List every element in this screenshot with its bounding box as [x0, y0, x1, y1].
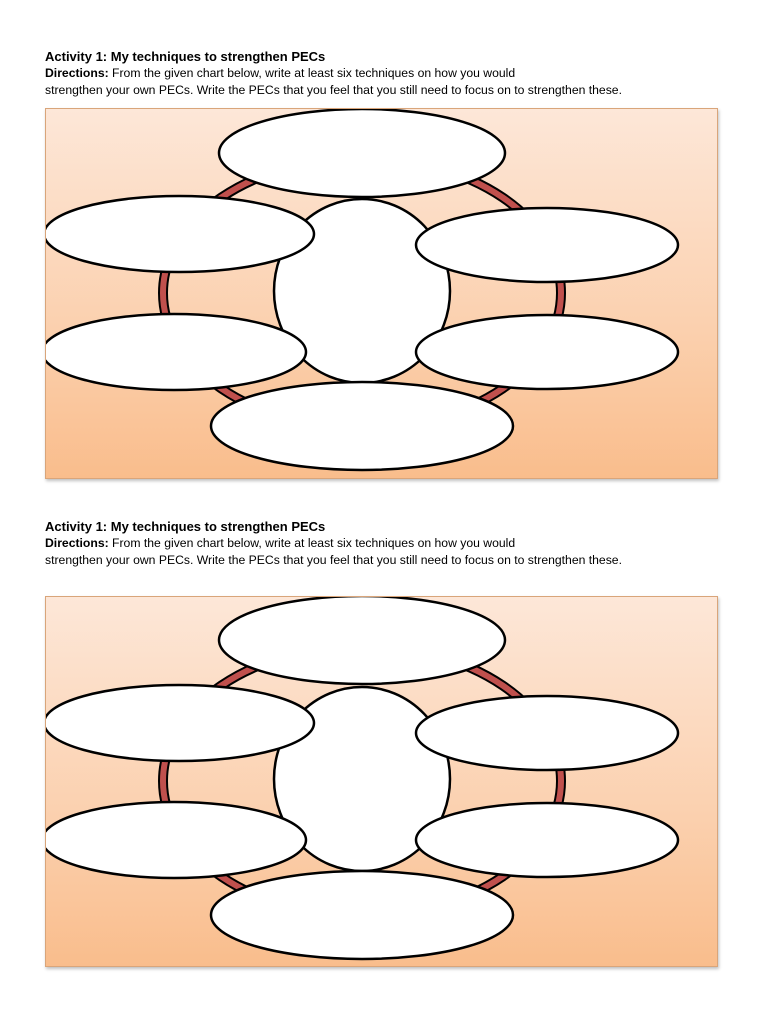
directions-line-1: From the given chart below, write at least six techniques on how you would — [108, 66, 516, 80]
technique-oval-bottom[interactable] — [211, 382, 513, 470]
activity-section-1 — [45, 48, 725, 99]
directions-line-2: strengthen your own PECs. Write the PECs that you feel that you still need to focus on to strengthen these. — [45, 553, 622, 567]
technique-oval-top[interactable] — [219, 109, 505, 197]
technique-oval-upper-right[interactable] — [416, 696, 678, 770]
activity-title: Activity 1: My techniques to strengthen PECs — [45, 49, 326, 64]
diagram-svg — [46, 109, 717, 478]
directions-line-2: strengthen your own PECs. Write the PECs that you feel that you still need to focus on to strengthen these. — [45, 83, 622, 97]
technique-oval-upper-left[interactable] — [46, 196, 314, 272]
directions-text — [45, 535, 725, 569]
technique-oval-bottom[interactable] — [211, 871, 513, 959]
technique-oval-lower-left[interactable] — [46, 314, 306, 390]
diagram-svg — [46, 597, 717, 966]
technique-oval-lower-right[interactable] — [416, 803, 678, 877]
technique-oval-upper-left[interactable] — [46, 685, 314, 761]
technique-oval-lower-left[interactable] — [46, 802, 306, 878]
activity-title: Activity 1: My techniques to strengthen PECs — [45, 519, 326, 534]
technique-oval-upper-right[interactable] — [416, 208, 678, 282]
cycle-diagram-2 — [45, 596, 718, 967]
directions-text — [45, 65, 725, 99]
directions-line-1: From the given chart below, write at least six techniques on how you would — [108, 536, 516, 550]
directions-label: Directions: — [45, 66, 109, 80]
directions-label: Directions: — [45, 536, 109, 550]
technique-oval-top[interactable] — [219, 597, 505, 684]
technique-oval-lower-right[interactable] — [416, 315, 678, 389]
activity-section-2 — [45, 518, 725, 569]
cycle-diagram-1 — [45, 108, 718, 479]
